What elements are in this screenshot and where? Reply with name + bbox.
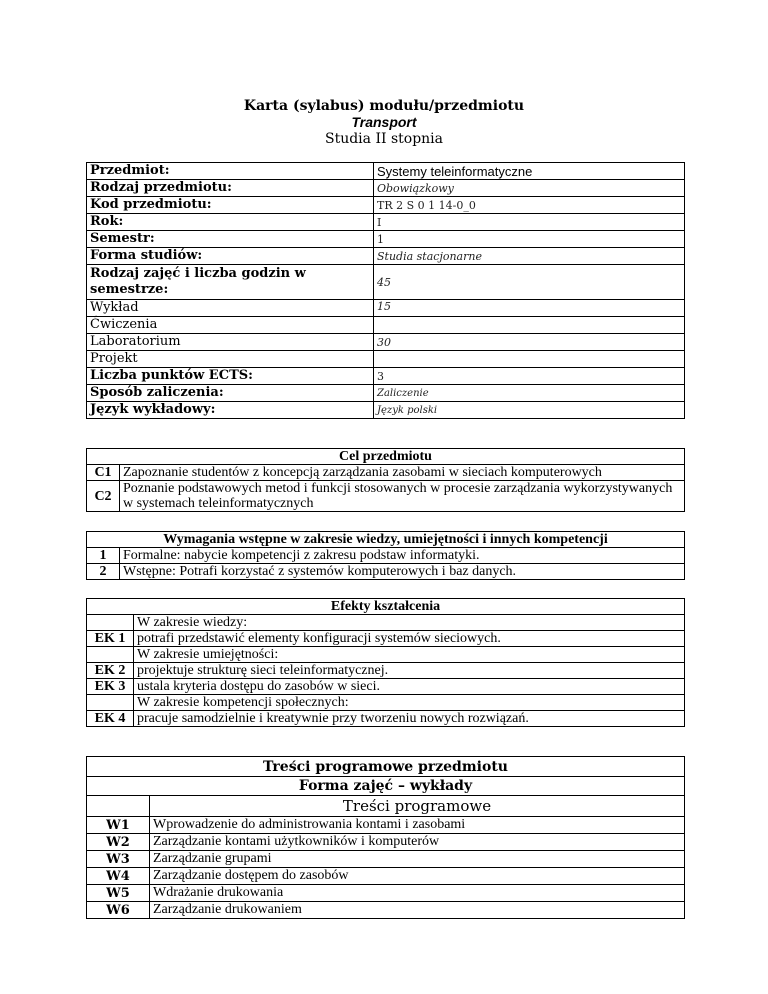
info-row <box>87 317 685 334</box>
info-row <box>87 180 685 197</box>
info-value: Język polski <box>374 402 685 419</box>
info-value: 1 <box>374 231 685 248</box>
outcome-text: potrafi przedstawić elementy konfiguracji systemów sieciowych. <box>134 631 685 647</box>
info-value <box>374 317 685 334</box>
outcome-id: EK 3 <box>87 679 134 695</box>
goal-text: Zapoznanie studentów z koncepcją zarządzania zasobami w sieciach komputerowych <box>120 465 685 481</box>
content-id-spacer <box>87 796 150 817</box>
info-label: Semestr: <box>87 231 374 248</box>
goal-text: Poznanie podstawowych metod i funkcji stosowanych w procesie zarządzania wykorzystywanych w systemach teleinformatycznych <box>120 481 685 512</box>
info-label: Forma studiów: <box>87 248 374 265</box>
info-row <box>87 265 685 300</box>
outcome-text: pracuje samodzielnie i kreatywnie przy tworzeniu nowych rozwiązań. <box>134 711 685 727</box>
content-row <box>87 817 685 834</box>
info-value <box>374 351 685 368</box>
info-label: Kod przedmiotu: <box>87 197 374 214</box>
info-value: 45 <box>374 265 685 300</box>
content-row <box>87 851 685 868</box>
content-text: Zarządzanie drukowaniem <box>150 902 685 919</box>
outcomes-header: Efekty kształcenia <box>87 599 685 615</box>
goals-header: Cel przedmiotu <box>87 449 685 465</box>
outcome-text: projektuje strukturę sieci teleinformatycznej. <box>134 663 685 679</box>
content-text: Zarządzanie kontami użytkowników i komputerów <box>150 834 685 851</box>
outcome-row <box>87 631 685 647</box>
content-id: W2 <box>87 834 150 851</box>
outcome-id <box>87 695 134 711</box>
content-text: Wdrażanie drukowania <box>150 885 685 902</box>
info-label: Sposób zaliczenia: <box>87 385 374 402</box>
content-header: Treści programowe przedmiotu <box>87 757 685 777</box>
content-id: W5 <box>87 885 150 902</box>
outcome-text: W zakresie wiedzy: <box>134 615 685 631</box>
info-row <box>87 231 685 248</box>
outcome-row <box>87 615 685 631</box>
goal-row <box>87 465 685 481</box>
outcome-text: W zakresie kompetencji społecznych: <box>134 695 685 711</box>
content-text: Zarządzanie grupami <box>150 851 685 868</box>
info-label: Projekt <box>87 351 374 368</box>
content-row <box>87 902 685 919</box>
outcome-id <box>87 615 134 631</box>
content-form: Forma zajęć – wykłady <box>87 777 685 796</box>
outcome-row <box>87 663 685 679</box>
content-row <box>87 834 685 851</box>
course-info-table <box>86 162 685 419</box>
info-value: Obowiązkowy <box>374 180 685 197</box>
prerequisite-row <box>87 564 685 580</box>
outcome-id: EK 1 <box>87 631 134 647</box>
info-value: Systemy teleinformatyczne <box>374 163 685 180</box>
prerequisite-text: Formalne: nabycie kompetencji z zakresu podstaw informatyki. <box>120 548 685 564</box>
info-row <box>87 402 685 419</box>
prerequisite-id: 2 <box>87 564 120 580</box>
content-row <box>87 885 685 902</box>
info-label: Przedmiot: <box>87 163 374 180</box>
prerequisites-header: Wymagania wstępne w zakresie wiedzy, umiejętności i innych kompetencji <box>87 532 685 548</box>
info-label: Wykład <box>87 300 374 317</box>
info-value: Zaliczenie <box>374 385 685 402</box>
prerequisite-row <box>87 548 685 564</box>
content-id: W3 <box>87 851 150 868</box>
goal-row <box>87 481 685 512</box>
info-label: Język wykładowy: <box>87 402 374 419</box>
outcome-row <box>87 711 685 727</box>
info-row <box>87 368 685 385</box>
prerequisite-text: Wstępne: Potrafi korzystać z systemów komputerowych i baz danych. <box>120 564 685 580</box>
learning-outcomes-table <box>86 598 685 727</box>
content-text: Zarządzanie dostępem do zasobów <box>150 868 685 885</box>
content-text: Wprowadzenie do administrowania kontami i zasobami <box>150 817 685 834</box>
goal-id: C2 <box>87 481 120 512</box>
info-row <box>87 163 685 180</box>
course-goals-table <box>86 448 685 512</box>
info-row <box>87 214 685 231</box>
info-label: Rodzaj zajęć i liczba godzin w semestrze: <box>87 265 374 300</box>
info-label: Laboratorium <box>87 334 374 351</box>
document-title: Karta (sylabus) modułu/przedmiotu <box>243 98 525 114</box>
prerequisites-table <box>86 531 685 580</box>
info-row <box>87 334 685 351</box>
info-label: Liczba punktów ECTS: <box>87 368 374 385</box>
document-subject: Transport <box>351 114 417 130</box>
outcome-id: EK 2 <box>87 663 134 679</box>
info-label: Ćwiczenia <box>87 317 374 334</box>
prerequisite-id: 1 <box>87 548 120 564</box>
info-value: 3 <box>374 368 685 385</box>
info-value: 15 <box>374 300 685 317</box>
info-row <box>87 385 685 402</box>
document-level: Studia II stopnia <box>324 131 444 147</box>
outcome-text: ustala kryteria dostępu do zasobów w sieci. <box>134 679 685 695</box>
info-label: Rok: <box>87 214 374 231</box>
info-value: TR 2 S 0 1 14-0_0 <box>374 197 685 214</box>
info-row <box>87 351 685 368</box>
outcome-row <box>87 647 685 663</box>
info-row <box>87 248 685 265</box>
content-row <box>87 868 685 885</box>
outcome-id: EK 4 <box>87 711 134 727</box>
outcome-row <box>87 679 685 695</box>
outcome-id <box>87 647 134 663</box>
info-row <box>87 300 685 317</box>
info-row <box>87 197 685 214</box>
info-value: I <box>374 214 685 231</box>
info-label: Rodzaj przedmiotu: <box>87 180 374 197</box>
course-content-table <box>86 756 685 919</box>
content-id: W4 <box>87 868 150 885</box>
goal-id: C1 <box>87 465 120 481</box>
outcome-row <box>87 695 685 711</box>
info-value: Studia stacjonarne <box>374 248 685 265</box>
outcome-text: W zakresie umiejętności: <box>134 647 685 663</box>
content-id: W6 <box>87 902 150 919</box>
content-id: W1 <box>87 817 150 834</box>
info-value: 30 <box>374 334 685 351</box>
content-column-header: Treści programowe <box>150 796 685 817</box>
